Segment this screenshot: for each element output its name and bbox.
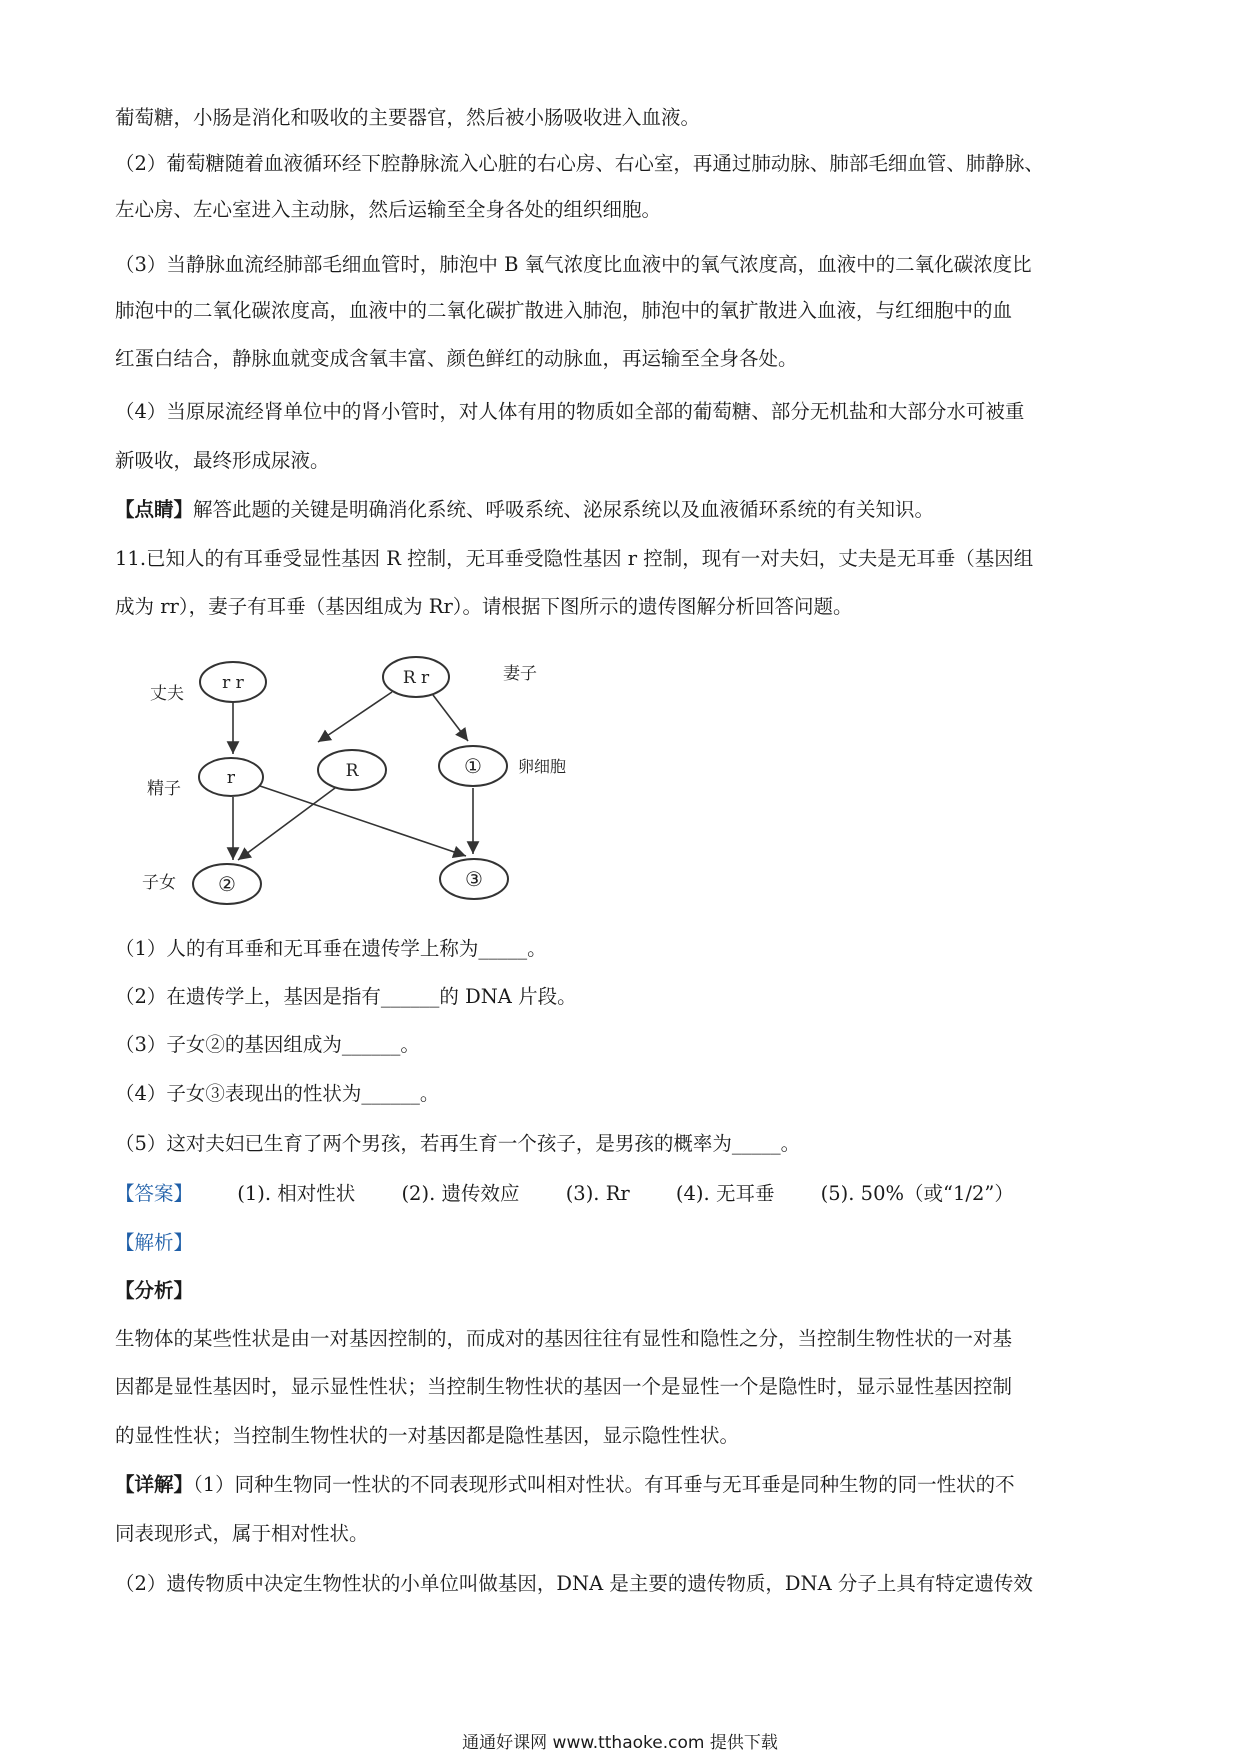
- child-3-mark: ③: [465, 867, 483, 891]
- dianjing-text: 解答此题的关键是明确消化系统、呼吸系统、泌尿系统以及血液循环系统的有关知识。: [193, 498, 935, 521]
- genetic-diagram: [130, 650, 650, 910]
- detail-line: 同表现形式，属于相对性状。: [115, 1522, 369, 1545]
- answer-item: (5). 50%（或“1/2”）: [820, 1182, 1014, 1205]
- paragraph-line: 左心房、左心室进入主动脉，然后运输至全身各处的组织细胞。: [115, 198, 662, 221]
- answer-item: (3). Rr: [565, 1182, 630, 1205]
- fenxi-tag: 【分析】: [115, 1279, 194, 1302]
- question-stem: 11.已知人的有耳垂受显性基因 R 控制，无耳垂受隐性基因 r 控制，现有一对夫妇，丈夫是无耳垂（基因组: [115, 547, 1034, 570]
- detail-line: （2）遗传物质中决定生物性状的小单位叫做基因，DNA 是主要的遗传物质，DNA 分子上具有特定遗传效: [115, 1572, 1033, 1595]
- child-2-mark: ②: [218, 872, 236, 896]
- paragraph-line: （4）当原尿流经肾单位中的肾小管时，对人体有用的物质如全部的葡萄糖、部分无机盐和大部分水可被重: [115, 400, 1025, 423]
- sperm-label: 精子: [147, 779, 181, 799]
- husband-label: 丈夫: [150, 684, 184, 704]
- egg-1-mark: ①: [464, 754, 482, 778]
- paragraph-line: 肺泡中的二氧化碳浓度高，血液中的二氧化碳扩散进入肺泡，肺泡中的氧扩散进入血液，与红细胞中的血: [115, 299, 1013, 322]
- page-footer: 通通好课网 www.tthaoke.com 提供下载: [462, 1733, 778, 1753]
- subquestion: （5）这对夫妇已生育了两个男孩，若再生育一个孩子，是男孩的概率为_____。: [115, 1132, 801, 1155]
- paragraph-line: 新吸收，最终形成尿液。: [115, 449, 330, 472]
- husband-genotype: r r: [222, 673, 244, 693]
- arrow-R-child2: [238, 788, 335, 860]
- arrow-wife-R: [318, 692, 392, 742]
- dianjing-line: [115, 496, 934, 524]
- analysis-line: 因都是显性基因时，显示显性性状；当控制生物性状的基因一个是显性一个是隐性时，显示显性基因控制: [115, 1375, 1013, 1398]
- jiexi-tag: 【解析】: [115, 1231, 194, 1254]
- sperm-gene: r: [226, 768, 236, 788]
- egg-R-gene: R: [345, 761, 359, 781]
- paragraph-line: （3）当静脉血流经肺部毛细血管时，肺泡中 B 氧气浓度比血液中的氧气浓度高，血液中的二氧化碳浓度比: [115, 253, 1032, 276]
- answer-tag: 【答案】: [115, 1182, 194, 1205]
- answer-item: (2). 遗传效应: [401, 1182, 520, 1205]
- analysis-line: 生物体的某些性状是由一对基因控制的，而成对的基因往往有显性和隐性之分，当控制生物性状的一对基: [115, 1327, 1013, 1350]
- wife-label: 妻子: [503, 664, 537, 684]
- children-label: 子女: [142, 873, 176, 893]
- egg-label: 卵细胞: [518, 757, 567, 776]
- question-stem: 成为 rr），妻子有耳垂（基因组成为 Rr）。请根据下图所示的遗传图解分析回答问题。: [115, 595, 853, 618]
- analysis-line: 的显性性状；当控制生物性状的一对基因都是隐性基因，显示隐性性状。: [115, 1424, 740, 1447]
- subquestion: （4）子女③表现出的性状为______。: [115, 1082, 440, 1105]
- detail-text: （1）同种生物同一性状的不同表现形式叫相对性状。有耳垂与无耳垂是同种生物的同一性状的不: [193, 1473, 1015, 1496]
- subquestion: （2）在遗传学上，基因是指有______的 DNA 片段。: [115, 985, 577, 1008]
- paragraph-line: 葡萄糖，小肠是消化和吸收的主要器官，然后被小肠吸收进入血液。: [115, 106, 701, 129]
- dianjing-tag: 【点睛】: [115, 498, 194, 521]
- subquestion: （3）子女②的基因组成为______。: [115, 1033, 420, 1056]
- detail-tag: 【详解】: [115, 1473, 194, 1496]
- detail-line: [115, 1471, 1015, 1499]
- answer-item: (4). 无耳垂: [675, 1182, 775, 1205]
- subquestion: （1）人的有耳垂和无耳垂在遗传学上称为_____。: [115, 937, 547, 960]
- paragraph-line: 红蛋白结合，静脉血就变成含氧丰富、颜色鲜红的动脉血，再运输至全身各处。: [115, 347, 798, 370]
- arrow-wife-1: [433, 695, 468, 741]
- paragraph-line: （2）葡萄糖随着血液循环经下腔静脉流入心脏的右心房、右心室，再通过肺动脉、肺部毛细血管、肺静脉、: [115, 152, 1044, 175]
- answer-line: [115, 1180, 1014, 1208]
- wife-genotype: R r: [402, 668, 430, 688]
- answer-item: (1). 相对性状: [237, 1182, 356, 1205]
